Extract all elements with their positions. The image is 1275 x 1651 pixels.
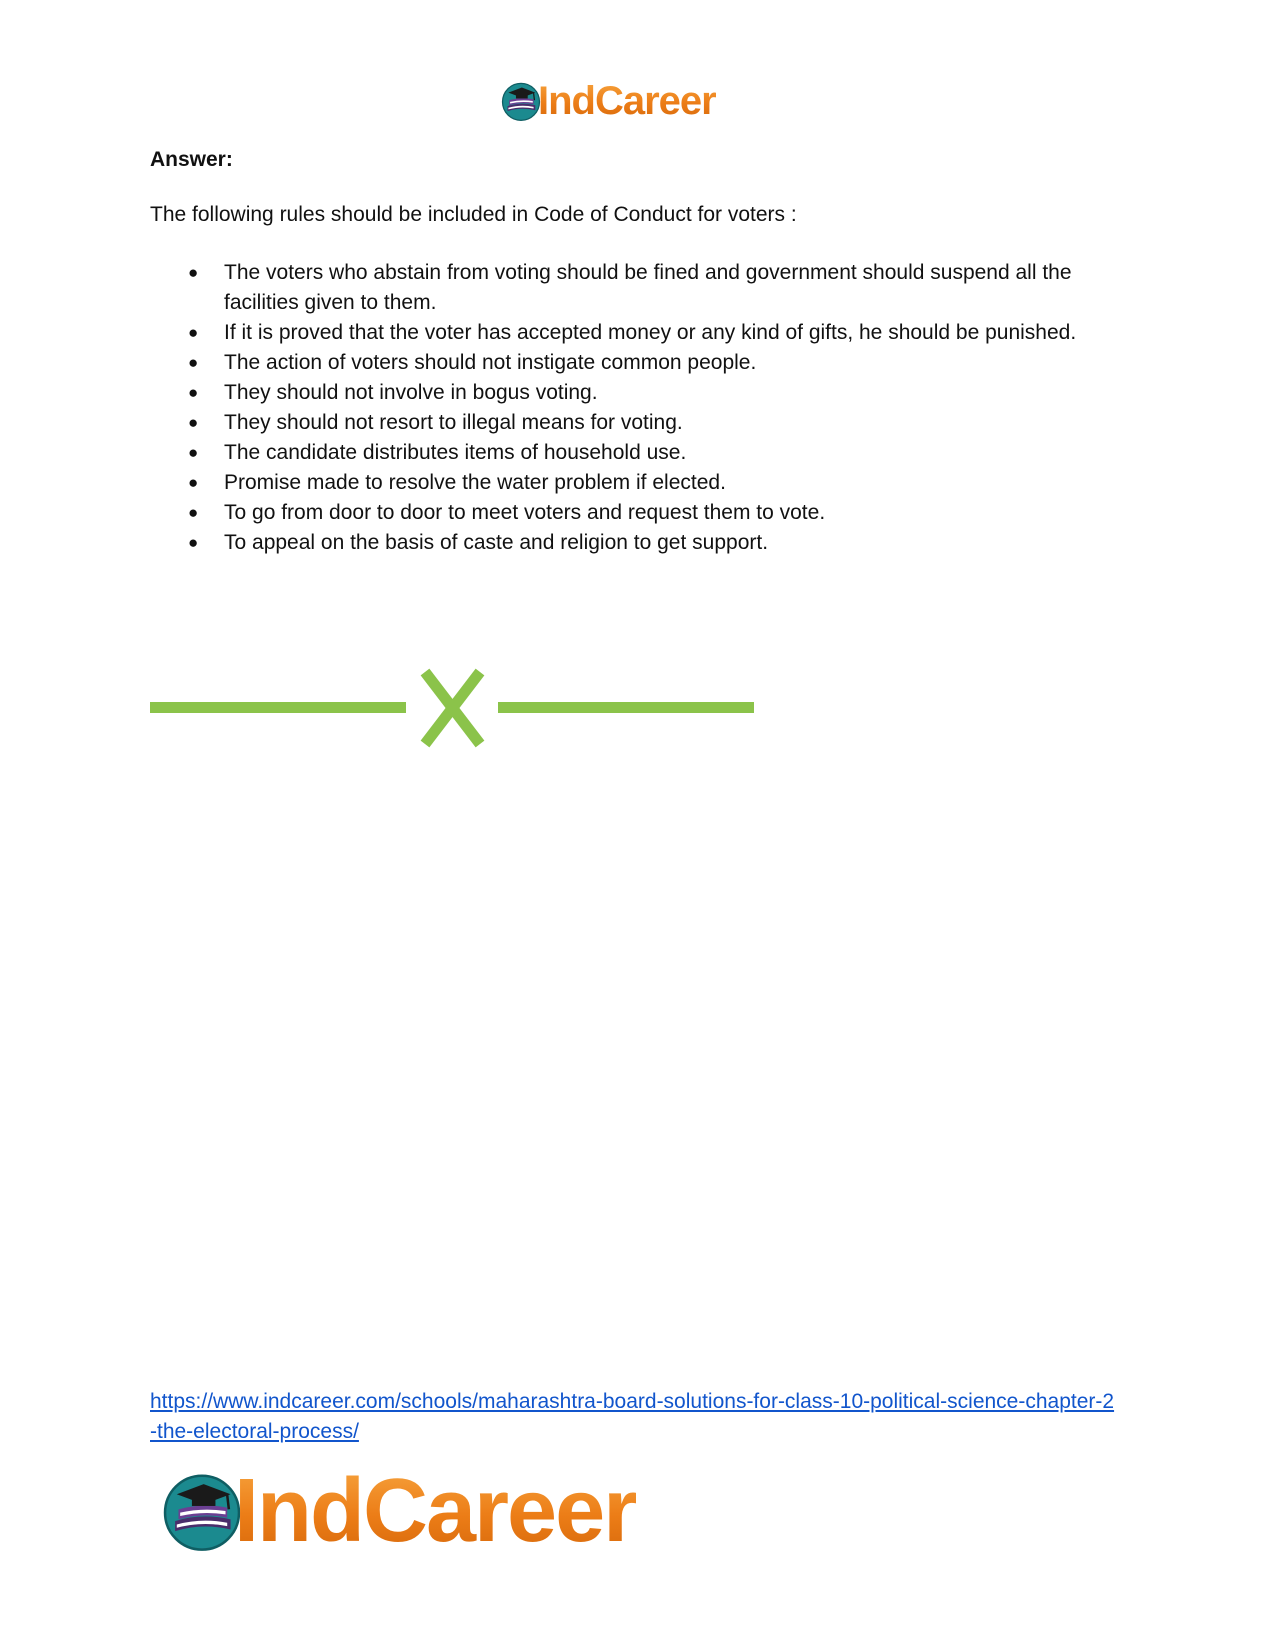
list-item-text: If it is proved that the voter has accepted money or any kind of gifts, he should be punished. — [224, 321, 1077, 344]
list-item — [150, 378, 1110, 408]
list-item-text: Promise made to resolve the water problem if elected. — [224, 471, 726, 494]
bullet-icon: ● — [188, 533, 199, 552]
list-item — [150, 348, 1110, 378]
graduation-cap-books-globe-icon — [160, 1469, 244, 1553]
x-divider-icon — [150, 668, 760, 750]
list-item — [150, 438, 1110, 468]
list-item — [150, 528, 1110, 558]
bullet-icon: ● — [188, 413, 199, 432]
list-item-text: They should not involve in bogus voting. — [224, 381, 598, 404]
bullet-icon: ● — [188, 353, 199, 372]
list-item — [150, 498, 1110, 528]
list-item-text: They should not resort to illegal means for voting. — [224, 411, 683, 434]
list-item-text: The candidate distributes items of household use. — [224, 441, 687, 464]
bullet-icon: ● — [188, 443, 199, 462]
bullet-icon: ● — [188, 263, 199, 282]
indcareer-logo-header — [500, 80, 716, 122]
list-item — [150, 318, 1110, 348]
list-item-text: To go from door to door to meet voters and request them to vote. — [224, 501, 826, 524]
logo-wordmark: IndCareer — [234, 1461, 637, 1561]
graduation-cap-books-globe-icon — [500, 80, 542, 122]
list-item — [150, 258, 1110, 318]
list-item — [150, 468, 1110, 498]
logo-wordmark: IndCareer — [538, 79, 716, 123]
source-link[interactable]: https://www.indcareer.com/schools/maharashtra-board-solutions-for-class-10-political-science-chapter-2-the-electoral-process/ — [150, 1390, 1115, 1443]
intro-paragraph: The following rules should be included in Code of Conduct for voters : — [150, 203, 797, 226]
bullet-icon: ● — [188, 503, 199, 522]
list-item-text: The action of voters should not instigate common people. — [224, 351, 757, 374]
bullet-icon: ● — [188, 383, 199, 402]
answer-label: Answer: — [150, 148, 233, 171]
indcareer-logo-footer — [160, 1461, 637, 1561]
list-item-text: The voters who abstain from voting should be fined and government should suspend all the facilities given to them. — [224, 261, 1072, 314]
list-item-text: To appeal on the basis of caste and religion to get support. — [224, 531, 769, 554]
list-item — [150, 408, 1110, 438]
rules-list — [150, 258, 1110, 558]
bullet-icon: ● — [188, 323, 199, 342]
bullet-icon: ● — [188, 473, 199, 492]
